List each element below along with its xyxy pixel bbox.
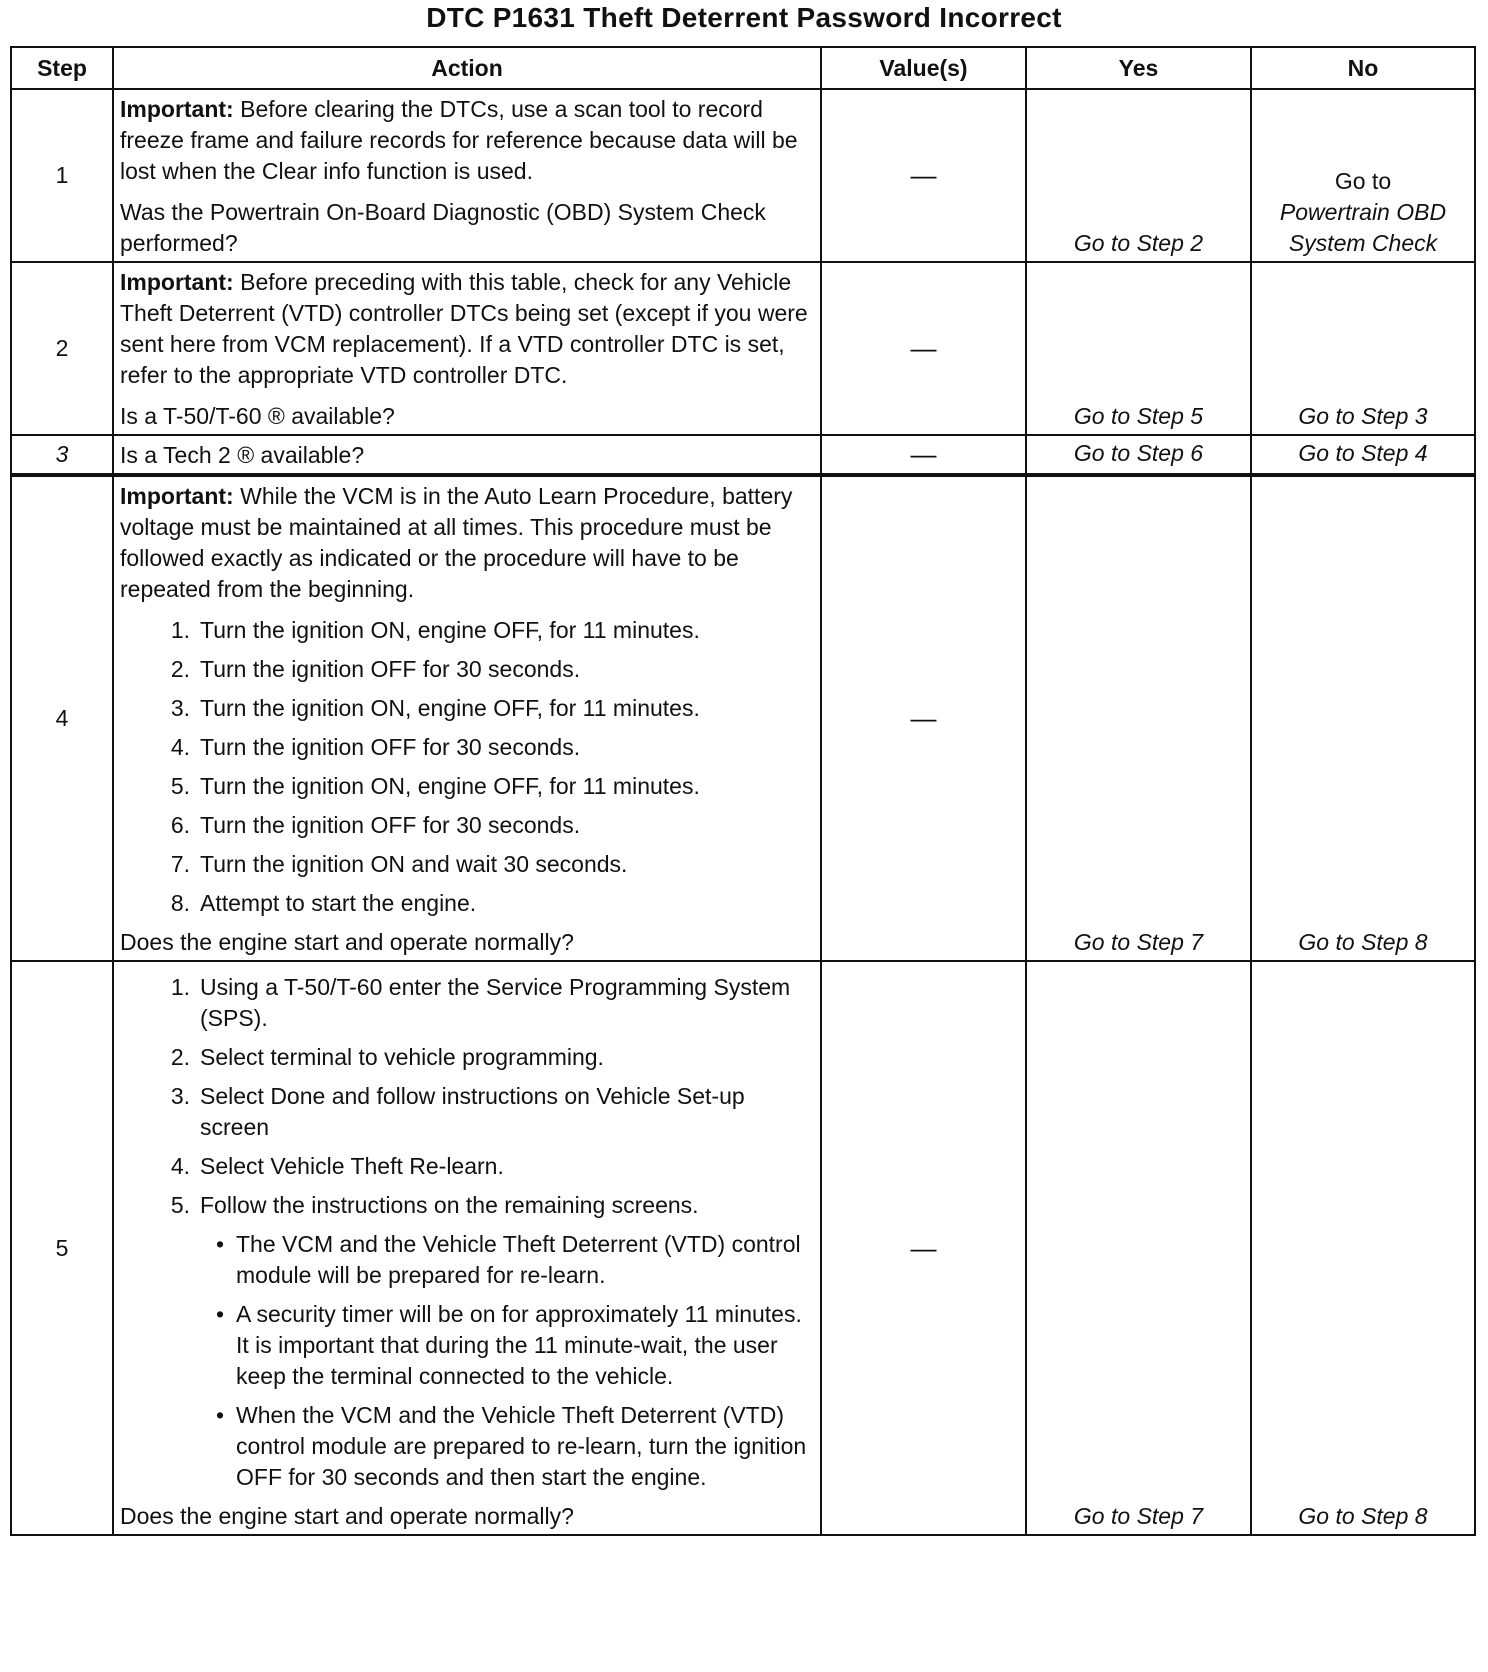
question: Does the engine start and operate normally? bbox=[120, 1503, 574, 1529]
table-row bbox=[11, 262, 1475, 435]
no-cell bbox=[1251, 89, 1475, 262]
procedure-list bbox=[120, 615, 814, 919]
important-note bbox=[120, 267, 814, 391]
procedure-list bbox=[120, 972, 814, 1221]
yes-cell: Go to Step 6 bbox=[1026, 435, 1251, 475]
bullet-icon: • bbox=[215, 1402, 224, 1428]
header-values: Value(s) bbox=[821, 47, 1026, 89]
yes-cell: Go to Step 5 bbox=[1026, 262, 1251, 435]
no-cell: Go to Step 3 bbox=[1251, 262, 1475, 435]
list-item: 1. Using a T-50/T-60 enter the Service Programming System (SPS). bbox=[170, 974, 791, 1031]
step-number: 3 bbox=[11, 435, 113, 475]
list-item: 8. Attempt to start the engine. bbox=[170, 890, 477, 916]
important-note bbox=[120, 94, 814, 187]
question: Does the engine start and operate normally? bbox=[120, 929, 574, 955]
list-item: 6. Turn the ignition OFF for 30 seconds. bbox=[170, 812, 581, 838]
list-item: 3. Select Done and follow instructions on Vehicle Set-up screen bbox=[170, 1083, 745, 1140]
bullet-item: • When the VCM and the Vehicle Theft Deterrent (VTD) control module are prepared to re-learn, turn the ignition OFF for 30 seconds and then start the engine. bbox=[120, 1400, 814, 1493]
list-item: 2. Select terminal to vehicle programming. bbox=[170, 1044, 604, 1070]
header-yes: Yes bbox=[1026, 47, 1251, 89]
bullet-item: • A security timer will be on for approximately 11 minutes. It is important that during the 11 minute-wait, the user keep the terminal connected to the vehicle. bbox=[120, 1299, 814, 1392]
bullet-list bbox=[120, 1229, 814, 1493]
no-prefix: Go to bbox=[1334, 168, 1392, 194]
document-title: DTC P1631 Theft Deterrent Password Incorrect bbox=[426, 2, 1062, 33]
list-item: 4. Select Vehicle Theft Re-learn. bbox=[170, 1153, 504, 1179]
action-cell bbox=[113, 961, 821, 1535]
step-number: 1 bbox=[11, 89, 113, 262]
step-number: 2 bbox=[11, 262, 113, 435]
table-row bbox=[11, 961, 1475, 1535]
table-row bbox=[11, 475, 1475, 961]
diagnostic-table bbox=[10, 46, 1476, 1536]
action-cell bbox=[113, 475, 821, 961]
important-note bbox=[120, 481, 814, 605]
header-no: No bbox=[1251, 47, 1475, 89]
value-cell: — bbox=[821, 262, 1026, 435]
question: Was the Powertrain On-Board Diagnostic (OBD) System Check performed? bbox=[120, 199, 766, 256]
action-cell bbox=[113, 262, 821, 435]
value-cell: — bbox=[821, 435, 1026, 475]
value-cell: — bbox=[821, 89, 1026, 262]
yes-cell: Go to Step 7 bbox=[1026, 961, 1251, 1535]
important-label: Important: bbox=[120, 96, 234, 122]
header-row bbox=[11, 47, 1475, 89]
bullet-icon: • bbox=[215, 1301, 224, 1327]
yes-cell: Go to Step 2 bbox=[1026, 89, 1251, 262]
list-item: 4. Turn the ignition OFF for 30 seconds. bbox=[170, 734, 581, 760]
header-step: Step bbox=[11, 47, 113, 89]
header-action: Action bbox=[113, 47, 821, 89]
important-text: Before clearing the DTCs, use a scan tool to record freeze frame and failure records for reference because data will be lost when the Clear info function is used. bbox=[120, 96, 798, 184]
question: Is a Tech 2 ® available? bbox=[120, 442, 365, 468]
table-row bbox=[11, 89, 1475, 262]
bullet-icon: • bbox=[215, 1231, 224, 1257]
list-item: 1. Turn the ignition ON, engine OFF, for 11 minutes. bbox=[170, 617, 700, 643]
step-number: 5 bbox=[11, 961, 113, 1535]
value-cell: — bbox=[821, 475, 1026, 961]
step-number: 4 bbox=[11, 475, 113, 961]
list-item: 5. Follow the instructions on the remaining screens. bbox=[170, 1192, 699, 1218]
list-item: 3. Turn the ignition ON, engine OFF, for 11 minutes. bbox=[170, 695, 700, 721]
no-target: Powertrain OBD System Check bbox=[1279, 199, 1447, 256]
important-label: Important: bbox=[120, 483, 234, 509]
list-item: 7. Turn the ignition ON and wait 30 seconds. bbox=[170, 851, 628, 877]
important-text: Before preceding with this table, check for any Vehicle Theft Deterrent (VTD) controller DTCs being set (except if you were sent here from VCM replacement). If a VTD controller DTC is set, refer to the appropriate VTD controller DTC. bbox=[120, 269, 808, 388]
question: Is a T-50/T-60 ® available? bbox=[120, 403, 395, 429]
value-cell: — bbox=[821, 961, 1026, 1535]
yes-cell: Go to Step 7 bbox=[1026, 475, 1251, 961]
no-cell: Go to Step 8 bbox=[1251, 961, 1475, 1535]
list-item: 5. Turn the ignition ON, engine OFF, for 11 minutes. bbox=[170, 773, 700, 799]
bullet-item: • The VCM and the Vehicle Theft Deterrent (VTD) control module will be prepared for re-learn. bbox=[120, 1229, 814, 1291]
important-label: Important: bbox=[120, 269, 234, 295]
no-cell: Go to Step 4 bbox=[1251, 435, 1475, 475]
important-text: While the VCM is in the Auto Learn Procedure, battery voltage must be maintained at all times. This procedure must be followed exactly as indicated or the procedure will have to be repeated from the beginning. bbox=[120, 483, 793, 602]
action-cell bbox=[113, 435, 821, 475]
no-cell: Go to Step 8 bbox=[1251, 475, 1475, 961]
action-cell bbox=[113, 89, 821, 262]
list-item: 2. Turn the ignition OFF for 30 seconds. bbox=[170, 656, 581, 682]
table-row bbox=[11, 435, 1475, 475]
